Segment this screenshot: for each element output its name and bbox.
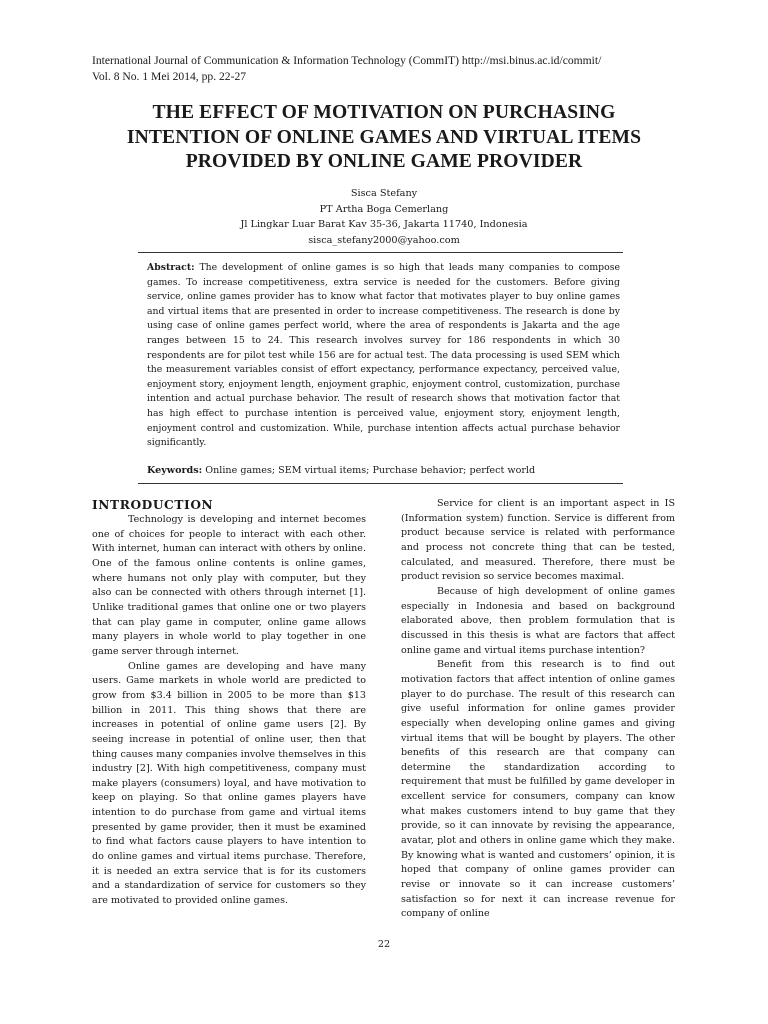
journal-citation-line: International Journal of Communication & Information Technology (CommIT) http://msi.binus.ac.id/commit/ [92, 54, 602, 67]
paper-title [92, 101, 676, 175]
abstract-bottom-rule [138, 483, 623, 484]
author-address: Jl Lingkar Luar Barat Kav 35-36, Jakarta 11740, Indonesia [240, 219, 528, 231]
author-email: sisca_stefany2000@yahoo.com [308, 234, 460, 246]
intro-paragraph-5: Benefit from this research is to find out motivation factors that affect intention of online games player to do purchase. The result of this research can give useful information for online games provider especially when developing online games and giving virtual items that will be bought by players. The other benefits of this research are that company can determine the standardization according to requirement that must be fulfilled by game developer in excellent service for consumers, company can know what makes customers intend to buy game that they provide, so it can innovate by revising the appearance, avatar, plot and others in online game which they make. By knowing what is wanted and customers’ opinion, it is hoped that company of online games provider can revise or innovate so it can increase customers’ satisfaction so for next it can increase revenue for company of online [401, 659, 675, 920]
author-block [92, 186, 676, 248]
keywords-label: Keywords: [147, 465, 203, 476]
abstract-top-rule [138, 252, 623, 253]
intro-paragraph-1: Technology is developing and internet becomes one of choices for people to interact with each other. With internet, human can interact with others by online. One of the famous online contents is online games, where humans not only play with computer, but they also can be connected with others through internet [1]. Unlike traditional games that online one or two players that can play game in computer, online game allows many players in whole world to play together in one game server through internet. [92, 514, 366, 657]
left-column [92, 497, 366, 909]
intro-paragraph-3: Service for client is an important aspect in IS (Information system) function. Service is different from product because service is related with performance and process not concrete thing that can be tested, calculated, and measured. Therefore, there must be product revision so service becomes maximal. [401, 498, 675, 583]
right-column [401, 497, 675, 922]
title-line-3: PROVIDED BY ONLINE GAME PROVIDER [185, 151, 583, 172]
intro-paragraph-4: Because of high development of online games especially in Indonesia and based on background elaborated above, then problem formulation that is discussed in this thesis is what are factors that affect online game and virtual items purchase intention? [401, 585, 675, 656]
author-name: Sisca Stefany [350, 188, 418, 199]
intro-paragraph-2: Online games are developing and have many users. Game markets in whole world are predicted to grow from $3.4 billion in 2005 to be more than $13 billion in 2011. This thing shows that there are increases in potential of online game users [2]. By seeing increase in potential of online user, then that thing causes many companies involve themselves in this industry [2]. With high competitiveness, company must make players (consumers) loyal, and have motivation to keep on playing. So that online games players have intention to do purchase from game and virtual items presented by game provider, then it must be examined to find what factors cause players to have intention to do online games and virtual items purchase. Therefore, it is needed an extra service that is for its customers and a standardization of service for customers so they are motivated to provided online games. [92, 660, 366, 907]
title-line-1: THE EFFECT OF MOTIVATION ON PURCHASING [152, 102, 616, 123]
page-number: 22 [377, 939, 391, 950]
author-affiliation: PT Artha Boga Cemerlang [319, 203, 449, 215]
keywords-text: Online games; SEM virtual items; Purchase behavior; perfect world [205, 465, 536, 476]
abstract-label: Abstract: [147, 262, 195, 273]
journal-volume-line: Vol. 8 No. 1 Mei 2014, pp. 22-27 [92, 70, 247, 83]
keywords [147, 463, 620, 478]
section-heading-introduction: INTRODUCTION [92, 498, 214, 512]
abstract [147, 261, 620, 451]
journal-header [92, 53, 692, 85]
abstract-text: The development of online games is so high that leads many companies to compose games. To increase competitiveness, extra service is needed for the customers. Before giving service, online games provider has to know what factor that motivates player to buy online games and virtual items that are presented in order to increase competitiveness. The research is done by using case of online games perfect world, where the area of respondents is Jakarta and the age ranges between 15 to 24. This research involves survey for 186 respondents in which 30 respondents are for pilot test while 156 are for actual test. The data processing is used SEM which the measurement variables consist of effort expectancy, performance expectancy, perceived value, enjoyment story, enjoyment length, enjoyment graphic, enjoyment control, customization, purchase intention and actual purchase behavior. The result of research shows that motivation factor that has high effect to purchase intention is perceived value, enjoyment story, enjoyment length, enjoyment control and customization. While, purchase intention affects actual purchase behavior significantly. [147, 262, 620, 449]
title-line-2: INTENTION OF ONLINE GAMES AND VIRTUAL ITEMS [126, 126, 642, 148]
